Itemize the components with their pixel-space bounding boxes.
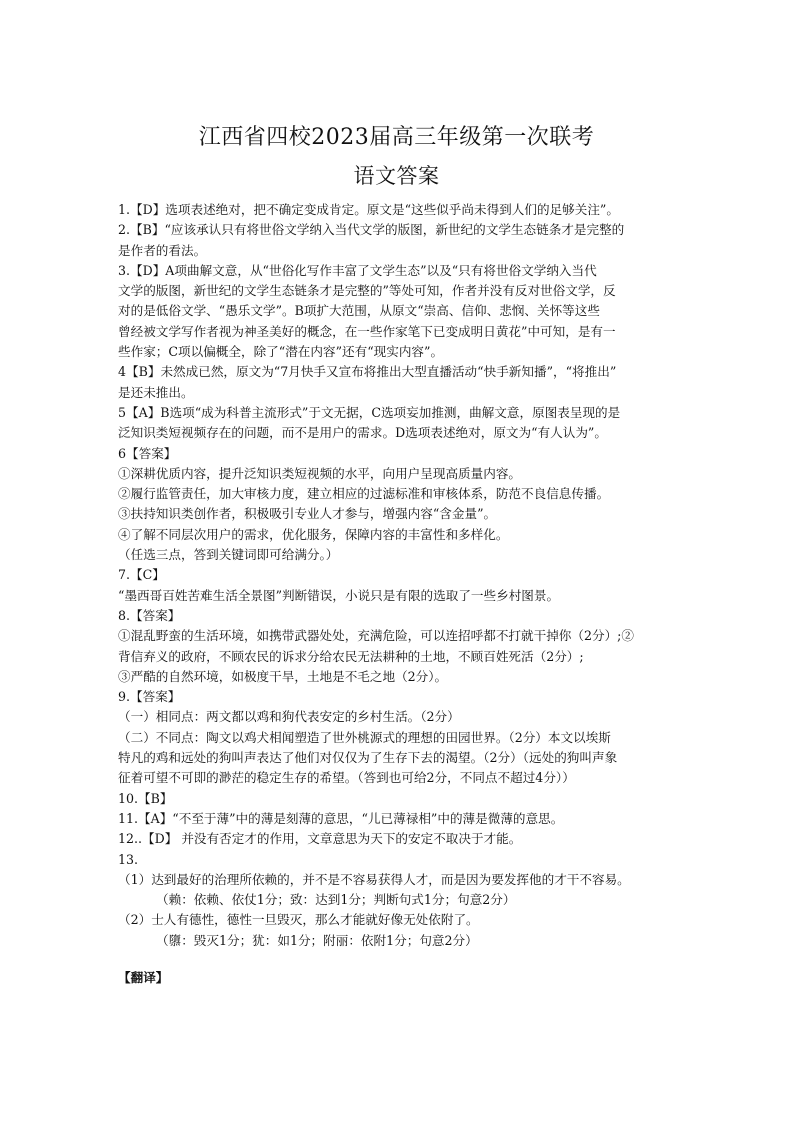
answer-line: 曾经被文学写作者视为神圣美好的概念，在一些作家笔下已变成明日黄花”中可知，是有一 xyxy=(118,323,616,339)
answer-line: 征着可望不可即的渺茫的稳定生存的希望。（答到也可给2分，不同点不超过4分）） xyxy=(118,770,575,786)
translation-heading: 【翻译】 xyxy=(118,969,169,985)
scoring-note: （隳：毁灭1分；犹：如1分；附丽：依附1分；句意2分） xyxy=(156,932,478,948)
answer-line: 11.【A】“不至于薄”中的薄是刻薄的意思，“儿已薄禄相”中的薄是微薄的意思。 xyxy=(118,810,564,826)
answer-line: ④了解不同层次用户的需求，优化服务，保障内容的丰富性和多样化。 xyxy=(118,526,509,542)
page-title: 江西省四校2023届高三年级第一次联考 xyxy=(198,125,595,150)
page-subtitle: 语文答案 xyxy=(353,164,440,188)
answer-line: ①混乱野蛮的生活环境，如携带武器处处，充满危险，可以连招呼都不打就干掉你（2分）;② xyxy=(118,628,635,644)
answer-line: 泛知识类短视频存在的问题，而不是用户的需求。D选项表述绝对，原文为“有人认为”。 xyxy=(118,425,607,441)
answer-line: 些作家；C项以偏概全，除了“潜在内容”还有“现实内容”。 xyxy=(118,344,444,360)
answer-line: 是作者的看法。 xyxy=(118,242,207,258)
answer-line: （任选三点，答到关键词即可给满分。） xyxy=(118,547,339,563)
answer-line: ③严酷的自然环境，如极度干旱，土地是不毛之地（2分）。 xyxy=(118,668,448,684)
scoring-note: （赖：依赖、依仗1分；致：达到1分；判断句式1分；句意2分） xyxy=(156,892,516,908)
answer-line: 背信弃义的政府，不顾农民的诉求分给农民无法耕种的土地，不顾百姓死活（2分）; xyxy=(118,648,584,664)
answer-content xyxy=(118,200,678,988)
answer-line: （一）相同点：两文都以鸡和狗代表安定的乡村生活。（2分） xyxy=(118,709,460,725)
answer-line: 2.【B】“应该承认只有将世俗文学纳入当代文学的版图，新世纪的文学生态链条才是完整的 xyxy=(118,222,625,238)
answer-line: 是还未推出。 xyxy=(118,384,194,400)
answer-line: ①深耕优质内容，提升泛知识类短视频的水平，向用户呈现高质量内容。 xyxy=(118,465,521,481)
answer-line: 特凡的鸡和远处的狗叫声表达了他们对仅仅为了生存下去的渴望。（2分）（远处的狗叫声象 xyxy=(118,750,618,766)
answer-line: “墨西哥百姓苦难生活全景图”判断错误，小说只是有限的选取了一些乡村图景。 xyxy=(118,587,560,603)
answer-line: 9.【答案】 xyxy=(118,689,181,705)
answer-line: 文学的版图，新世纪的文学生态链条才是完整的”等处可知，作者并没有反对世俗文学，反 xyxy=(118,283,616,299)
answer-line: ②履行监管责任，加大审核力度，建立相应的过滤标准和审核体系，防范不良信息传播。 xyxy=(118,486,610,502)
answer-line: （2）士人有德性，德性一旦毁灭，那么才能就好像无处依附了。 xyxy=(118,912,479,928)
answer-line: 12..【D】 并没有否定才的作用，文章意思为天下的安定不取决于才能。 xyxy=(118,831,522,847)
answer-line: 10.【B】 xyxy=(118,790,173,806)
answer-line: 8.【答案】 xyxy=(118,607,181,623)
answer-line: ③扶持知识类创作者，积极吸引专业人才参与，增强内容“含金量”。 xyxy=(118,506,497,522)
answer-line: 5【A】B选项“成为科普主流形式”于文无据，C选项妄加推测，曲解文意，原图表呈现的是 xyxy=(118,404,621,420)
answer-line: 3.【D】A项曲解文意，从“世俗化写作丰富了文学生态”以及“只有将世俗文学纳入当代 xyxy=(118,262,597,278)
answer-line: 6【答案】 xyxy=(118,445,177,461)
answer-line: （1）达到最好的治理所依赖的，并不是不容易获得人才，而是因为要发挥他的才干不容易。 xyxy=(118,871,630,887)
answer-line: 4【B】未然成已然，原文为“7月快手又宣布将推出大型直播活动“快手新知播”，“将推出” xyxy=(118,364,617,380)
answer-line: 1.【D】选项表述绝对，把不确定变成肯定。原文是“这些似乎尚未得到人们的足够关注”。 xyxy=(118,202,619,217)
answer-line: 7.【C】 xyxy=(118,567,165,583)
answer-line: 对的是低俗文学、“愚乐文学”。B项扩大范围，从原文“崇高、信仰、悲悯、关怀等这些 xyxy=(118,303,600,319)
answer-line: 13. xyxy=(118,851,139,867)
answer-line: （二）不同点：陶文以鸡犬相闻塑造了世外桃源式的理想的田园世界。（2分）本文以埃斯 xyxy=(118,729,611,745)
